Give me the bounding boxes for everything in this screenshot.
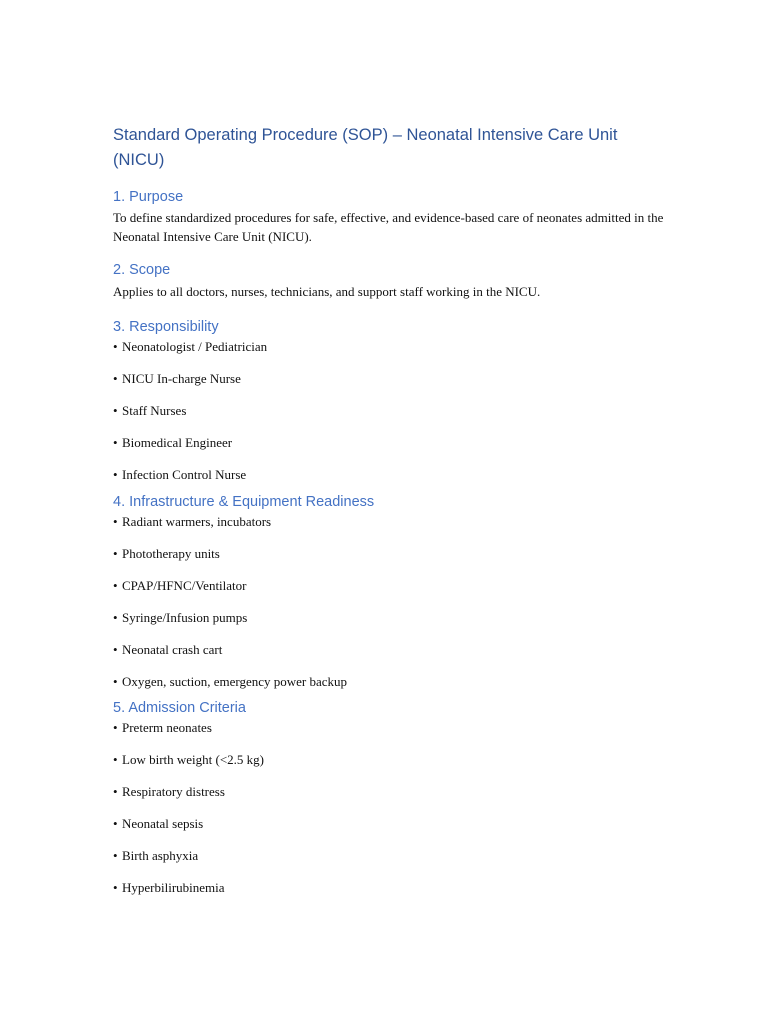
- list-item-text: Syringe/Infusion pumps: [122, 610, 248, 625]
- list-item: [113, 467, 673, 483]
- section-heading-purpose: 1. Purpose: [113, 189, 184, 205]
- bullet-icon: •: [113, 467, 118, 482]
- section-heading-infrastructure: 4. Infrastructure & Equipment Readiness: [113, 494, 375, 510]
- list-item: [113, 752, 673, 784]
- list-item: [113, 435, 673, 467]
- list-item-text: Radiant warmers, incubators: [122, 514, 272, 529]
- list-item-text: Neonatal crash cart: [122, 642, 223, 657]
- document-title: Standard Operating Procedure (SOP) – Neonatal Intensive Care Unit (NICU): [113, 126, 618, 169]
- bullet-icon: •: [113, 784, 118, 799]
- bullet-icon: •: [113, 816, 118, 831]
- list-item-text: Phototherapy units: [122, 546, 220, 561]
- responsibility-list: [113, 339, 673, 483]
- list-item: [113, 514, 673, 546]
- list-item: [113, 848, 673, 880]
- section-heading-scope: 2. Scope: [113, 262, 171, 278]
- list-item: [113, 546, 673, 578]
- list-item: [113, 784, 673, 816]
- bullet-icon: •: [113, 720, 118, 735]
- list-item-text: Biomedical Engineer: [122, 435, 233, 450]
- list-item-text: Respiratory distress: [122, 784, 225, 799]
- section-heading-responsibility: 3. Responsibility: [113, 319, 219, 335]
- list-item: [113, 339, 673, 371]
- bullet-icon: •: [113, 752, 118, 767]
- list-item-text: Staff Nurses: [122, 403, 187, 418]
- list-item: [113, 674, 673, 690]
- list-item-text: Birth asphyxia: [122, 848, 199, 863]
- section-body-scope: Applies to all doctors, nurses, technicians, and support staff working in the NICU.: [113, 284, 541, 299]
- bullet-icon: •: [113, 435, 118, 450]
- admission-criteria-list: [113, 720, 673, 896]
- list-item-text: Oxygen, suction, emergency power backup: [122, 674, 348, 689]
- list-item: [113, 880, 673, 896]
- section-heading-admission-criteria: 5. Admission Criteria: [113, 700, 246, 716]
- bullet-icon: •: [113, 546, 118, 561]
- list-item: [113, 371, 673, 403]
- list-item-text: Neonatal sepsis: [122, 816, 204, 831]
- list-item-text: Hyperbilirubinemia: [122, 880, 225, 895]
- bullet-icon: •: [113, 514, 118, 529]
- bullet-icon: •: [113, 880, 118, 895]
- infrastructure-list: [113, 514, 673, 690]
- list-item: [113, 720, 673, 752]
- bullet-icon: •: [113, 642, 118, 657]
- list-item: [113, 578, 673, 610]
- list-item: [113, 642, 673, 674]
- bullet-icon: •: [113, 339, 118, 354]
- bullet-icon: •: [113, 578, 118, 593]
- bullet-icon: •: [113, 610, 118, 625]
- list-item-text: NICU In-charge Nurse: [122, 371, 241, 386]
- list-item-text: CPAP/HFNC/Ventilator: [122, 578, 247, 593]
- list-item-text: Preterm neonates: [122, 720, 212, 735]
- list-item: [113, 403, 673, 435]
- list-item: [113, 610, 673, 642]
- list-item-text: Neonatologist / Pediatrician: [122, 339, 268, 354]
- document-page: [113, 123, 673, 896]
- bullet-icon: •: [113, 674, 118, 689]
- list-item-text: Infection Control Nurse: [122, 467, 247, 482]
- bullet-icon: •: [113, 371, 118, 386]
- section-body-purpose: To define standardized procedures for safe, effective, and evidence-based care of neonates admitted in the Neonatal Intensive Care Unit (NICU).: [113, 210, 664, 244]
- list-item: [113, 816, 673, 848]
- bullet-icon: •: [113, 403, 118, 418]
- list-item-text: Low birth weight (<2.5 kg): [122, 752, 265, 767]
- bullet-icon: •: [113, 848, 118, 863]
